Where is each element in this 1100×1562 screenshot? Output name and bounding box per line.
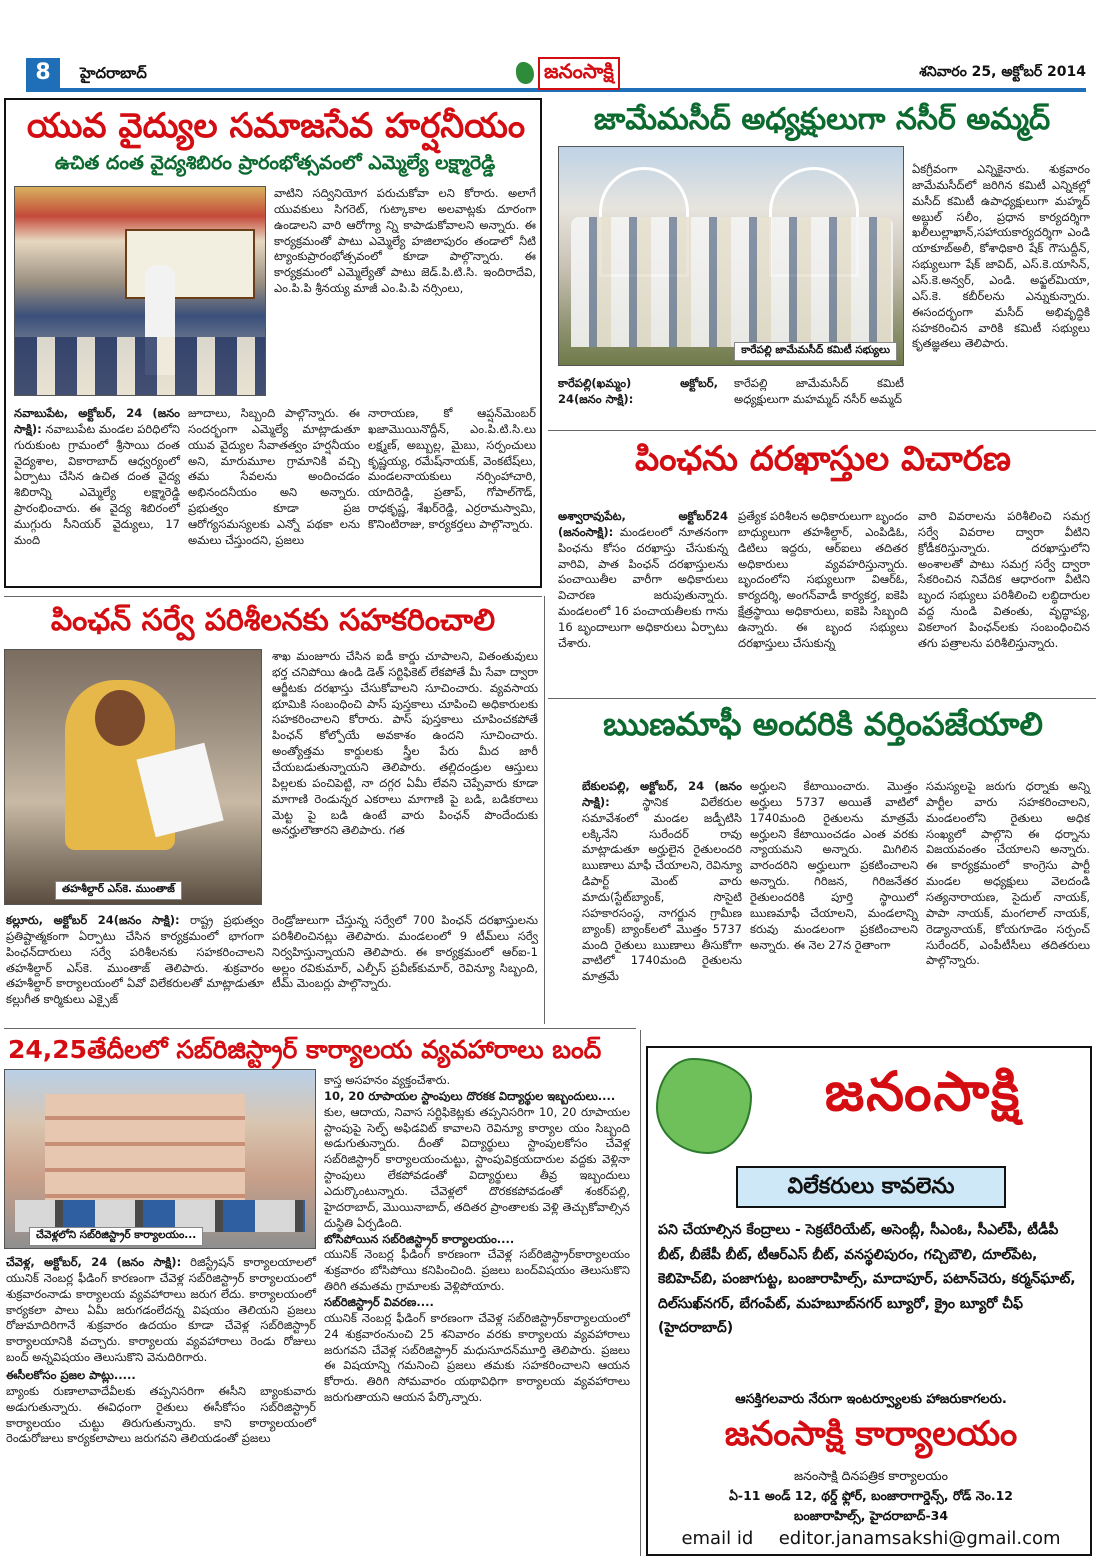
- story-loan-waiver: [548, 698, 1096, 1023]
- story5-col2: అర్హులని కేటాయించారు. మొత్తం అర్హులు 5737 అయితే వాటిలో 1740మంది రైతులను మాత్రమే అర్హులని కేటాయించడం ఎంత వరకు న్యాయమని అన్నారు. మిగిలిన వారందరిని అర్హులుగా ప్రకటించాలని అన్నారు. గిరిజన, గిరిజనేతర రైతులందరికి పూర్తి స్థాయిలో ఋణమాఫీ చేయాలని, మండలాన్ని కరువు మండలంగా ప్రకటించాలని అన్నారు. ఈ నెల 27న రైతాంగా: [750, 779, 918, 952]
- story1-col3b: నారాయణ, కో ఆప్షన్‌మెంబర్ ఖజామొయినొద్దీన్, ఎం.పి.టి.సి.లు లక్ష్మణ్, అబ్బుల్ల, మైబు, సర్పంచులు కృష్ణయ్య, రమేష్‌నాయక్, వెంకటేష్‌లు, మండలనాయకులు నర్సింహాచారి, యాదిరెడ్డి, ప్రతాప్, గోపాల్‌గౌడ్, రాధకృష్ణ, శేఖర్‌రెడ్డి, ఎర్రరామస్వామి, కొనింటిరాజు, కార్యకర్తలు పాల్గొన్నారు.: [368, 406, 536, 532]
- ad-banner: విలేకరులు కావలెను: [736, 1166, 1006, 1208]
- story3-col3: వారి వివరాలను పరిశీలించి సమగ్ర సర్వే వివరాల ద్వారా వీటిని క్రోడీకరిస్తున్నారు. దరఖాస్తులోని అంశాలతో పాటు సమగ్ర సర్వే ద్వారా సేకరించిన నివేదిక ఆధారంగా వీటిని బృంద సభ్యులు పరిశీలించి లబ్ధిదారుల వద్ద నుండి వితంతు, వృద్ధాప్య, వికలాంగ పింఛన్‌లకు సంబంధించిన తగు పత్రాలను పరిశీలిస్తున్నారు.: [918, 509, 1090, 650]
- story6-sub4-body: యునిక్ నెంబర్ల ఫీడింగ్ కారణంగా చేవెళ్ల సబ్‌రిజిస్ట్రార్‌కార్యాలయంలో 24 శుక్రవారంనుంచి 25 శనివారం వరకు కార్యాలయ వ్యవహారాలు జరుగవని చేవెళ్ల సబ్‌రిజిస్ట్రార్ మధుసూదన్‌మూర్తి తెలిపారు. ప్రజలు ఈ విషయాన్ని గమనించి ప్రజలు తమకు సహకరించాలని ఆయన కోరారు. తిరిగి సోమవారం యథావిధిగా కార్యాలయ వ్యవహారాలు జరుగుతాయని ఆయన పేర్కొన్నారు.: [324, 1310, 630, 1405]
- story4-bottom-col1-text: రాష్ట్ర ప్రభుత్వం ప్రతిష్టాత్మకంగా ఏర్పాటు చేసిన కార్యక్రమంలో భాగంగా పింఛన్‌దారులు సర్వే పరిశీలనకు సహకరించాలని తహశీల్దార్ ఎస్‌కె. ముంతాజ్ తెలిపారు. శుక్రవారం తహశీల్దార్ కార్యాలయంలో ఏవో విలేకరులతో మాట్లాడుతూ కల్లుగీత కార్మికులు ఎక్సైజ్: [6, 913, 264, 1007]
- page-header: [26, 58, 1086, 92]
- story5-headline: ఋణమాఫీ అందరికి వర్తింపజేయాలి: [603, 705, 1043, 743]
- story6-right-intro: కాస్త అసహనం వ్యక్తంచేశారు.: [324, 1073, 451, 1087]
- story5-col1: [582, 779, 742, 985]
- story3-col1-text: మండలంలో నూతనంగా పింఛను కోసం దరఖాస్తు చేసుకున్న వారివి, పాత పింఛన్ దరఖాస్తులను పంచాయితీల వారీగా అధికారులు విచారణ జరుపుతున్నారు. మండలంలో 16 పంచాయతీలకు గాను 16 బృందాలుగా అధికారులు ఏర్పాటు చేశారు.: [558, 524, 728, 650]
- story5-col1-text: స్థానిక విలేకరుల సమావేశంలో మండల జడ్పీటిసి లక్కినేని సురేందర్ రావు మాట్లాడుతూ అర్హులైన రైతులందరి ఋణాలు మాఫీ చేయాలని, రెవిన్యూ డిపార్ట్ మెంట్ వారు మాదు(స్టేట్‌బ్యాంక్, సొసైటి సహకారసంస్థ, నాగర్జున గ్రామీణ బ్యాంక్) బ్యాంక్‌లలో మొత్తం 5737 మంది రైతులు ఋణాలు తీసుకోగా వాటిలో 1740మంది రైతులను మాత్రమే: [582, 794, 742, 984]
- story-young-doctors: [4, 98, 542, 588]
- story4-bottom-col1: [6, 913, 264, 1008]
- masthead-name: జనంసాక్షి: [538, 57, 620, 90]
- story2-dateline: కారేపల్లి(ఖమ్మం) అక్టోబర్, 24(జనం సాక్షి):: [558, 376, 718, 406]
- story2-photo-caption: కారేపల్లి జామేమసీద్ కమిటీ సభ్యులు: [734, 342, 897, 361]
- story4-dateline: కల్లూరు, అక్టోబర్ 24(జనం సాక్షి):: [6, 913, 180, 927]
- story2-photo: [558, 146, 904, 366]
- reporters-wanted-ad: [646, 1046, 1092, 1556]
- story1-headline: యువ వైద్యుల సమాజసేవ హర్షనీయం: [26, 106, 526, 146]
- ad-email-row: [658, 1528, 1084, 1549]
- story6-left-body: [6, 1255, 316, 1447]
- city-label: హైదరాబాద్: [80, 64, 147, 82]
- india-map-icon: [516, 62, 534, 84]
- story6-sub3-body: యునిక్ నెంబర్ల ఫీడింగ్ కారణంగా చేవెళ్ల సబ్‌రిజిస్ట్రార్‌కార్యాలయం శుక్రవారం బోసిపోయి కనిపించింది. ప్రజలు బంద్‌విషయం తెలుసుకొని తిరిగి తమతమ గ్రామాలకు వెళ్లిపోయారు.: [324, 1247, 630, 1294]
- story4-headline: పింఛన్ సర్వే పరిశీలనకు సహకరించాలి: [50, 603, 496, 638]
- building-shape: [45, 1094, 245, 1204]
- story4-photo: [4, 649, 262, 905]
- column-divider-2: [640, 1030, 641, 1556]
- ad-note: ఆసక్తిగలవారు నేరుగా ఇంటర్వ్యూలకు హాజరుకాగలరు.: [735, 1392, 1007, 1407]
- ad-office-title: జనంసాక్షి కార్యాలయం: [724, 1414, 1018, 1454]
- masthead-logo: [516, 58, 620, 88]
- story4-bottom-col2: రెండ్రోజులుగా చేస్తున్న సర్వేలో 700 పింఛన్ దరఖాస్తులను పరిశీలించినట్లు తెలిపారు. మండలంలో 9 టీమ్‌లు సర్వే నిర్వహిస్తున్నాయని తెలిపారు. ఈ కార్యక్రమంలో ఆర్‌ఐ-1 అల్లం రవికుమార్, ఎల్పీస్ ప్రవీణ్‌కుమార్, రెవిన్యూ సిబ్బంది, టీమ్ మెంబర్లు పాల్గొన్నారు.: [272, 913, 538, 991]
- official-face: [95, 690, 145, 746]
- ad-brand: జనంసాక్షి: [824, 1060, 1022, 1123]
- story1-dateline: నవాబుపేట, అక్టోబర్, 24 (జనం సాక్షి):: [14, 406, 180, 436]
- story2-col1: [558, 376, 718, 408]
- story5-col3: సమస్యలపై జరుగు ధర్నాకు అన్ని పార్టీల వారు సహకరించాలని, మండలంలోని రైతులు అధిక సంఖ్యలో పాల్గొని ఈ ధర్నాను విజయవంతం చేయాలని అన్నారు. ఈ కార్యక్రమంలో కాంగ్రెసు పార్టీ మండల అధ్యక్షులు వెలదండి సత్యనారాయణ, సైదుల్ నాయక్, పాపా నాయక్, మంగలాల్ నాయక్, రెడ్యానాయక్, కోయగూడెం సర్పంచ్ సురేందర్, ఎంపీటీసీలు తదితరులు పాల్గొన్నారు.: [926, 779, 1090, 968]
- story3-dateline: అశ్వారావుపేట, అక్టోబర్24 (జనంసాక్షి):: [558, 509, 728, 539]
- story6-dateline: చేవెళ్ల, అక్టోబర్, 24 (జనం సాక్షి):: [6, 1255, 182, 1269]
- story-pension-inquiry: [548, 430, 1096, 695]
- story5-dateline: బేకులపల్లి, అక్టోబర్, 24 (జనం సాక్షి):: [582, 779, 742, 809]
- story3-headline: పింఛను దరఖాస్తుల విచారణ: [635, 439, 1011, 479]
- story1-col3a: వాటిని సద్వినియోగ పరుచుకోవా లని కోరారు. అలాగే యువకులు సిగరెట్, గుట్కాకాల అలవాట్లకు దూరంగా ఉండాలని వారి ఆరోగ్యా న్ని కాపాడుకోవాలని అన్నారు. ఈ కార్యక్రమంతో పాటు ఎమ్మెల్యే హజిలాపురం తండాలో నీటి ట్యాంకుప్రారంభోత్సవంలో కూడా పాల్గొన్నారు. ఈ కార్యక్రమంలో ఎమ్మెల్యేతో పాటు జెడ్.పి.టి.సి. ఇందిరాదేవి, ఎం.పి.పి శ్రీనయ్య మాజీ ఎం.పి.పి నర్సింలు,: [274, 186, 536, 296]
- telangana-map-icon: [656, 1058, 752, 1154]
- story6-sub3: బోసిపోయిన సబ్‌రిజిస్ట్రార్ కార్యాలయం....: [324, 1231, 515, 1246]
- story6-headline: 24,25తేదీలలో సబ్‌రిజిస్ట్రార్ కార్యాలయ వ్యవహారాలు బంద్: [8, 1035, 602, 1064]
- story6-sub2-body: కుల, ఆదాయ, నివాస సర్టిఫికెట్లకు తప్పనిసరిగా 10, 20 రూపాయల స్టాంపుపై సెల్ఫ్ అఫిడవిట్ కావాలని రెవిన్యూ కార్యాల యం సిబ్బంది అడుగుతున్నారు. దీంతో విద్యార్థులు స్టాంపులకోసం చేవెళ్ల సబ్‌రిజిస్ట్రార్ కార్యాలయంచుట్టు, స్టాంపువిక్రయదారుల వద్దకు వెళ్లినా స్టాంపులు లేకపోవడంతో విద్యార్థులు తీవ్ర ఇబ్బందులు ఎదుర్కొంటున్నారు. చేవెళ్లలో దొరకకపోవడంతో శంకర్‌పల్లి, హైదరాబాద్, మొయినాబాద్, తదితర ప్రాంతాలకు వెళ్లి తెచ్చుకోవాల్సిన దుస్థితి ఏర్పడింది.: [324, 1104, 630, 1230]
- ad-body: పని చేయాల్సిన కేంద్రాలు - సెక్రటేరియేట్, అసెంబ్లీ, సీఎంఓ, సీఎల్‌పీ, టీడీపీ బీట్, బీజేపీ బీట్, టీఆర్‌ఎస్ బీట్, వనస్థలిపురం, గచ్చిబౌలి, దూల్‌పేట, కెబిహెచ్‌బి, పంజాగుట్ట, బంజారాహిల్స్, మాదాపూర్, పటాన్‌చెరు, కర్మన్‌ఘాట్, దిల్‌సుఖ్‌నగర్, బేగంపేట్, మహబూబ్‌నగర్ బ్యూరో, క్రైం బ్యూరో చీఫ్ (హైదరాబాద్): [658, 1222, 1076, 1336]
- story1-col1: [14, 406, 180, 549]
- story6-sub2: 10, 20 రూపాయల స్టాంపులు దొరకక విద్యార్థుల ఇబ్బందులు....: [324, 1088, 616, 1103]
- story3-col2: ప్రత్యేక పరిశీలన అధికారులుగా బృందం బాధ్యులుగా తహశీల్దార్, ఎంపిడిఓ, డిటిలు ఇద్దరు, ఆర్‌ఐలు తదితర అధికారులు వ్యవహరిస్తున్నారు. బృందంలోని సభ్యులుగా విఆర్‌ఓ, కార్యదర్శి, అంగన్‌వాడీ కార్యకర్త, ఐకెపి క్షేత్రస్థాయి అధికారులు, ఐకెపి సిబ్బంది ఉన్నారు. ఈ బృంద సభ్యులు దరఖాస్తులు చేసుకున్న: [738, 509, 908, 650]
- story1-subhead: ఉచిత దంత వైద్యశిబిరం ప్రారంభోత్సవంలో ఎమ్మెల్యే లక్ష్మారెడ్డి: [54, 152, 496, 174]
- story1-col2: జూదాలు, సిబ్బంది పాల్గొన్నారు. ఈ సందర్భంగా ఎమ్మెల్యే మాట్లాడుతూ యువ వైద్యుల సేవాతత్వం హర్షనీయం అని, మారుమూల గ్రామానికి వచ్చి తమ సేవలను అందించడం అభినందనీయం అని అన్నారు. ప్రభుత్వం కూడా ప్రజ ఆరోగ్యసమస్యలకు ఎన్నో పథకా లను అమలు చేస్తుందని, ప్రజలు: [188, 406, 360, 547]
- ad-email-label: email id: [681, 1528, 754, 1549]
- story-subregistrar-bandh: [4, 1028, 636, 1558]
- issue-date: శనివారం 25, అక్టోబర్ 2014: [919, 64, 1086, 80]
- story6-sub1-body: బ్యాంకు రుణాలావాదేవీలకు తప్పనిసరిగా ఈసీని బ్యాంకువారు అడుగుతున్నారు. ఈవిధంగా రైతులు ఈసీకోసం సబ్‌రిజిస్ట్రార్ కార్యాలయం చుట్టు తిరుగుతున్నారు. కాని కార్యాలయంలో రెండురోజులు కార్యకలాపాలు జరుగవని తెలియడంతో ప్రజలు: [6, 1383, 316, 1446]
- story4-photo-caption: తహశీల్దార్ ఎస్‌కె. ముంతాజ్: [55, 881, 182, 900]
- story2-col1b: కారేపల్లి జామేమసీద్ కమిటీ అధ్యక్షులుగా మహమ్మద్ నసీర్ అమ్మద్: [734, 376, 904, 406]
- column-divider: [544, 596, 545, 1024]
- story4-right-col: శాఖ మంజూరు చేసిన ఐడీ కార్డు చూపాలని, వితంతువులు భర్త చనిపోయి ఉండి డెత్ సర్టిఫికెట్ లేకపోతే మీ సేవా ద్వారా ఆర్జీటకు దరఖాస్తు చేసుకోవాలని సూచించారు. వ్యవసాయ భూమికి సంబంధించి పాస్ పుస్తకాలు చూపించి అధికారులకు సహకరించాలని కోరారు. పాస్ పుస్తకాలు చూపించకపోతే పింఛన్ కోల్పోయే అవకాశం ఉందని సూచించారు. అంత్యోత్తమ కార్డులకు స్త్రీల పేరు మీద జారీ చేయబడుతున్నాయని తెలిపారు. తల్లిదండ్రుల ఆస్తులు పిల్లలకు పంచిపెట్టి, నా దగ్గర ఏమీ లేవని చెప్పేవారు కూడా మాగాణి రెండున్నర ఎకరాలు మాగాణి పై బడి, బడికరాలు మెట్ట పై బడి ఉంటే వారు పింఛన్ పొందేందుకు అనర్హులౌతారని తెలిపారు. గత: [272, 649, 538, 838]
- story-pension-survey: [4, 596, 542, 1022]
- story1-photo: [14, 186, 266, 396]
- page-number: 8: [26, 58, 60, 88]
- audience-row: [15, 337, 266, 396]
- ad-email-link[interactable]: editor.janamsakshi@gmail.com: [778, 1528, 1061, 1549]
- group-of-men: [571, 217, 893, 347]
- story6-sub1: ఈసీలకోసం ప్రజల పాట్లు.....: [6, 1368, 136, 1383]
- story2-col2: ఏకగ్రీవంగా ఎన్నికైనారు. శుక్రవారం జామేమసీద్‌లో జరిగిన కమిటీ ఎన్నికల్లో మసీద్ కమిటీ ఉపాధ్యక్షులుగా మహ్మద్ అబ్దుల్ సలీం, ప్రధాన కార్యదర్శిగా ఖలీలుల్లాఖాన్,సహాయకార్యదర్శిగా ఎండి యాకూబ్‌అలీ, కోశాధికారి షేక్ గౌసుద్దీన్, సభ్యులుగా షేక్ జావిద్, ఎస్.కె.యాసిన్, ఎస్.కె.అన్వర్, ఎండి. అఫ్జల్‌మియా, ఎస్.కె. కబీర్‌లను ఎన్నుకున్నారు. ఈసందర్భంగా మసీద్ అభివృద్ధికి సహకరించిన వారికి కమిటీ సభ్యులు కృతజ్ఞతలు తెలిపారు.: [912, 162, 1090, 351]
- story6-photo-caption: చేవెళ్లలోని సబ్‌రిజిస్ట్రార్ కార్యాలయం...: [29, 1227, 203, 1246]
- story6-sub4: సబ్‌రిజిస్ట్రార్ వివరణ....: [324, 1295, 434, 1310]
- story2-headline: జామేమసీద్ అధ్యక్షులుగా నసీర్ అమ్మద్: [593, 102, 1051, 137]
- story6-left-text: రిజిస్ట్రేషన్ కార్యాలయాలలో యునిక్ నెంబర్ల ఫీడింగ్ కారణంగా చేవెళ్ల సబ్‌రిజిస్ట్రార్ కార్యాలయంలో శుక్రవారంనాడు కార్యాలయ వ్యవహారాలు జరుగ లేదు. కార్యాలయంలో కార్యకలా పాలు ఏమీ జరుగడంలేదన్న విషయం తెలియని ప్రజలు రోజుమాదిరిగానే శుక్రవారం ఉదయం కూడా చేవెళ్ల సబ్‌రిజిస్ట్రార్ కార్యాలయానికి వచ్చారు. కార్యాలయ వ్యవహారాలు రెండు రోజులు బంద్ అన్నవిషయం తెలుసుకొని వెనుదిరిగారు.: [6, 1255, 316, 1365]
- story6-photo: [4, 1069, 316, 1249]
- story6-right-col: [324, 1073, 630, 1406]
- ad-address1: జనంసాక్షి దినపత్రిక కార్యాలయం: [794, 1468, 948, 1483]
- ad-address2: ఏ-11 అండ్ 12, థర్డ్ ఫ్లోర్, బంజారాగార్డెన్స్, రోడ్ నెం.12: [729, 1488, 1013, 1503]
- story-jama-masjid: [548, 98, 1096, 428]
- ad-address3: బంజారాహిల్స్, హైదరాబాద్-34: [793, 1508, 949, 1523]
- story1-col1-text: నవాబుపేట మండల పరిధిలోని గురుకుంట గ్రామంలో శ్రీసాయి దంత వైద్యశాల, వికారాబాద్ ఆధ్వర్యంలో ఏర్పాటు చేసిన ఉచిత దంత వైద్య శిబిరాన్ని ఎమ్మెల్యే లక్ష్మారెడ్డి ప్రారంభించారు. ఈ వైద్య శిబిరంలో ముగ్గురు సీనియర్ వైద్యులు, 17 మంది: [14, 421, 180, 547]
- story3-col1: [558, 509, 728, 652]
